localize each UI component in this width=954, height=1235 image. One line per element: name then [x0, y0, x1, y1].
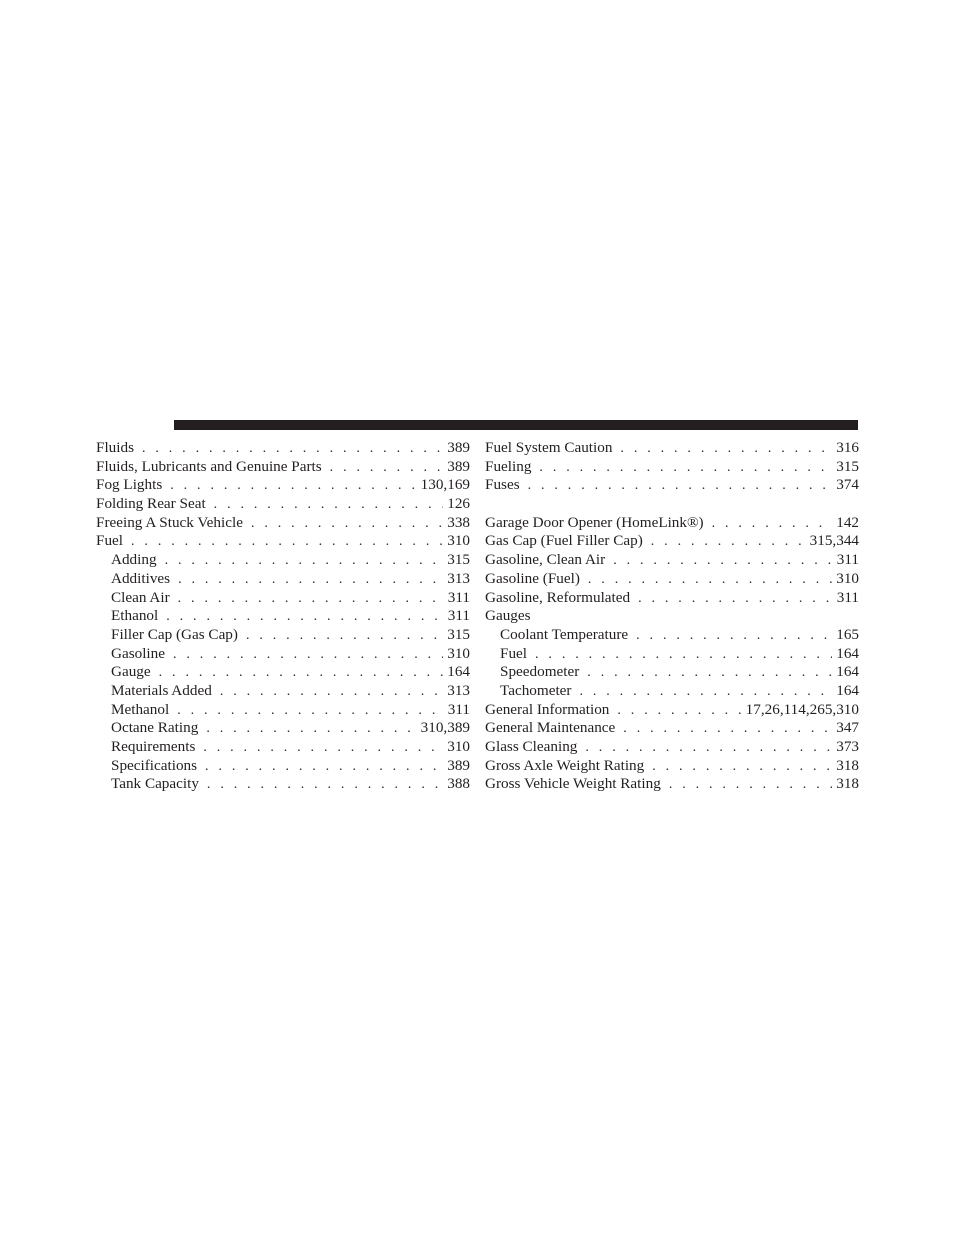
- index-subentry: [96, 663, 470, 682]
- index-term: Coolant Temperature: [500, 625, 629, 643]
- page-number: 388: [447, 775, 470, 793]
- index-subentry: [96, 589, 470, 608]
- leader-dots: [617, 702, 741, 721]
- leader-dots: [165, 552, 444, 571]
- leader-dots: [330, 459, 444, 478]
- index-spacer: [485, 495, 859, 514]
- index-subentry: [485, 645, 859, 664]
- index-term: Fuses: [485, 476, 520, 494]
- page-number: 311: [836, 588, 859, 606]
- index-subentry: [96, 738, 470, 757]
- index-term: Ethanol: [111, 607, 159, 625]
- index-term: Clean Air: [111, 588, 170, 606]
- leader-dots: [220, 683, 443, 702]
- index-subentry: [96, 626, 470, 645]
- index-subentry: [96, 719, 470, 738]
- index-entry: [485, 757, 859, 776]
- index-subentry: [96, 551, 470, 570]
- leader-dots: [528, 477, 833, 496]
- leader-dots: [535, 646, 832, 665]
- leader-dots: [251, 515, 443, 534]
- leader-dots: [623, 720, 832, 739]
- page-number: 374: [836, 476, 859, 494]
- leader-dots: [638, 590, 833, 609]
- index-term: Folding Rear Seat: [96, 495, 206, 513]
- index-term: Gross Vehicle Weight Rating: [485, 775, 661, 793]
- index-term: Gasoline, Clean Air: [485, 551, 606, 569]
- index-entry: [96, 495, 470, 514]
- leader-dots: [620, 440, 832, 459]
- index-entry: [485, 439, 859, 458]
- index-column-right: [485, 439, 859, 794]
- index-term: Octane Rating: [111, 719, 199, 737]
- index-term: Adding: [111, 551, 157, 569]
- leader-dots: [203, 739, 443, 758]
- page-number: 310: [447, 644, 470, 662]
- index-term: Methanol: [111, 700, 170, 718]
- page-number: 316: [836, 439, 859, 456]
- index-subentry: [96, 775, 470, 794]
- page-number: 164: [447, 663, 470, 681]
- page-number: 310: [447, 738, 470, 755]
- page-number: 315: [447, 625, 470, 643]
- page-number: 311: [447, 607, 470, 625]
- page-number: 315: [836, 457, 859, 475]
- page-number: 373: [836, 738, 859, 755]
- page-number: 310: [447, 532, 470, 550]
- leader-dots: [207, 776, 443, 795]
- leader-dots: [579, 683, 832, 702]
- index-term: Fog Lights: [96, 476, 163, 494]
- index-term: Gasoline, Reformulated: [485, 588, 631, 606]
- index-term: Tank Capacity: [111, 775, 199, 793]
- index-term: Gauge: [111, 663, 151, 681]
- index-term: Gauges: [485, 607, 531, 625]
- index-term: Gas Cap (Fuel Filler Cap): [485, 532, 643, 550]
- leader-dots: [131, 533, 443, 552]
- index-term: Fluids: [96, 439, 134, 456]
- page-number: 310: [836, 569, 859, 587]
- leader-dots: [166, 608, 444, 627]
- page-number: 165: [836, 625, 859, 643]
- page-number: 318: [836, 775, 859, 793]
- page-number: 318: [836, 756, 859, 774]
- page-number: 347: [836, 719, 859, 737]
- index-entry: [485, 551, 859, 570]
- page-number: 311: [836, 551, 859, 569]
- leader-dots: [177, 702, 444, 721]
- leader-dots: [636, 627, 832, 646]
- index-entry: [485, 514, 859, 533]
- page-number: 164: [836, 644, 859, 662]
- page-number: 130,169: [420, 476, 470, 494]
- leader-dots: [205, 758, 443, 777]
- page-number: 389: [447, 439, 470, 456]
- leader-dots: [587, 664, 832, 683]
- index-term: Requirements: [111, 738, 196, 755]
- index-term: Glass Cleaning: [485, 738, 578, 755]
- index-entry: [485, 589, 859, 608]
- index-term: General Maintenance: [485, 719, 616, 737]
- index-subentry: [96, 682, 470, 701]
- index-term: Gross Axle Weight Rating: [485, 756, 645, 774]
- leader-dots: [651, 533, 806, 552]
- index-term: Garage Door Opener (HomeLink®): [485, 513, 704, 531]
- index-term: Fuel System Caution: [485, 439, 613, 456]
- leader-dots: [652, 758, 832, 777]
- index-subentry: [96, 645, 470, 664]
- index-term: Fueling: [485, 457, 532, 475]
- index-subentry: [485, 626, 859, 645]
- index-term: Speedometer: [500, 663, 580, 681]
- page-number: 164: [836, 681, 859, 699]
- index-entry: [96, 532, 470, 551]
- index-term: Filler Cap (Gas Cap): [111, 625, 238, 643]
- index-term: Fuel: [96, 532, 124, 550]
- header-rule: [174, 420, 858, 430]
- leader-dots: [178, 590, 444, 609]
- leader-dots: [159, 664, 444, 683]
- index-term: Gasoline (Fuel): [485, 569, 580, 587]
- index-term: Materials Added: [111, 681, 212, 699]
- index-entry: [485, 458, 859, 477]
- index-entry: [96, 458, 470, 477]
- page-number: 310,389: [420, 719, 470, 737]
- leader-dots: [142, 440, 443, 459]
- index-entry: [485, 719, 859, 738]
- page-number: 338: [447, 513, 470, 531]
- leader-dots: [588, 571, 832, 590]
- leader-dots: [170, 477, 416, 496]
- index-entry: [96, 514, 470, 533]
- leader-dots: [669, 776, 832, 795]
- index-column-left: [96, 439, 470, 794]
- index-term: General Information: [485, 700, 610, 718]
- index-entry: [485, 607, 859, 626]
- index-subentry: [485, 682, 859, 701]
- page-number: 164: [836, 663, 859, 681]
- page-number: 389: [447, 756, 470, 774]
- index-entry: [485, 775, 859, 794]
- index-entry: [485, 570, 859, 589]
- page-number: 315: [447, 551, 470, 569]
- index-entry: [485, 532, 859, 551]
- leader-dots: [585, 739, 832, 758]
- page-number: 311: [447, 700, 470, 718]
- index-term: Gasoline: [111, 644, 165, 662]
- index-entry: [96, 476, 470, 495]
- leader-dots: [206, 720, 416, 739]
- page-number: 126: [447, 495, 470, 513]
- index-subentry: [96, 607, 470, 626]
- index-term: Fluids, Lubricants and Genuine Parts: [96, 457, 322, 475]
- page-number: 17,26,114,265,310: [745, 700, 859, 718]
- page-number: 313: [447, 681, 470, 699]
- index-term: Specifications: [111, 756, 198, 774]
- page-number: 142: [836, 513, 859, 531]
- page-number: 315,344: [809, 532, 859, 550]
- page-number: 389: [447, 457, 470, 475]
- leader-dots: [214, 496, 444, 515]
- index-subentry: [96, 757, 470, 776]
- leader-dots: [712, 515, 833, 534]
- index-term: Freeing A Stuck Vehicle: [96, 513, 243, 531]
- index-term: Fuel: [500, 644, 528, 662]
- index-entry: [485, 476, 859, 495]
- index-term: Additives: [111, 569, 171, 587]
- index-entry: [96, 439, 470, 458]
- index-term: Tachometer: [500, 681, 572, 699]
- leader-dots: [178, 571, 443, 590]
- index-entry: [485, 738, 859, 757]
- page-number: 313: [447, 569, 470, 587]
- page-number: 311: [447, 588, 470, 606]
- index-subentry: [96, 701, 470, 720]
- leader-dots: [613, 552, 833, 571]
- leader-dots: [173, 646, 443, 665]
- leader-dots: [539, 459, 832, 478]
- index-entry: [485, 701, 859, 720]
- index-subentry: [485, 663, 859, 682]
- index-subentry: [96, 570, 470, 589]
- leader-dots: [246, 627, 443, 646]
